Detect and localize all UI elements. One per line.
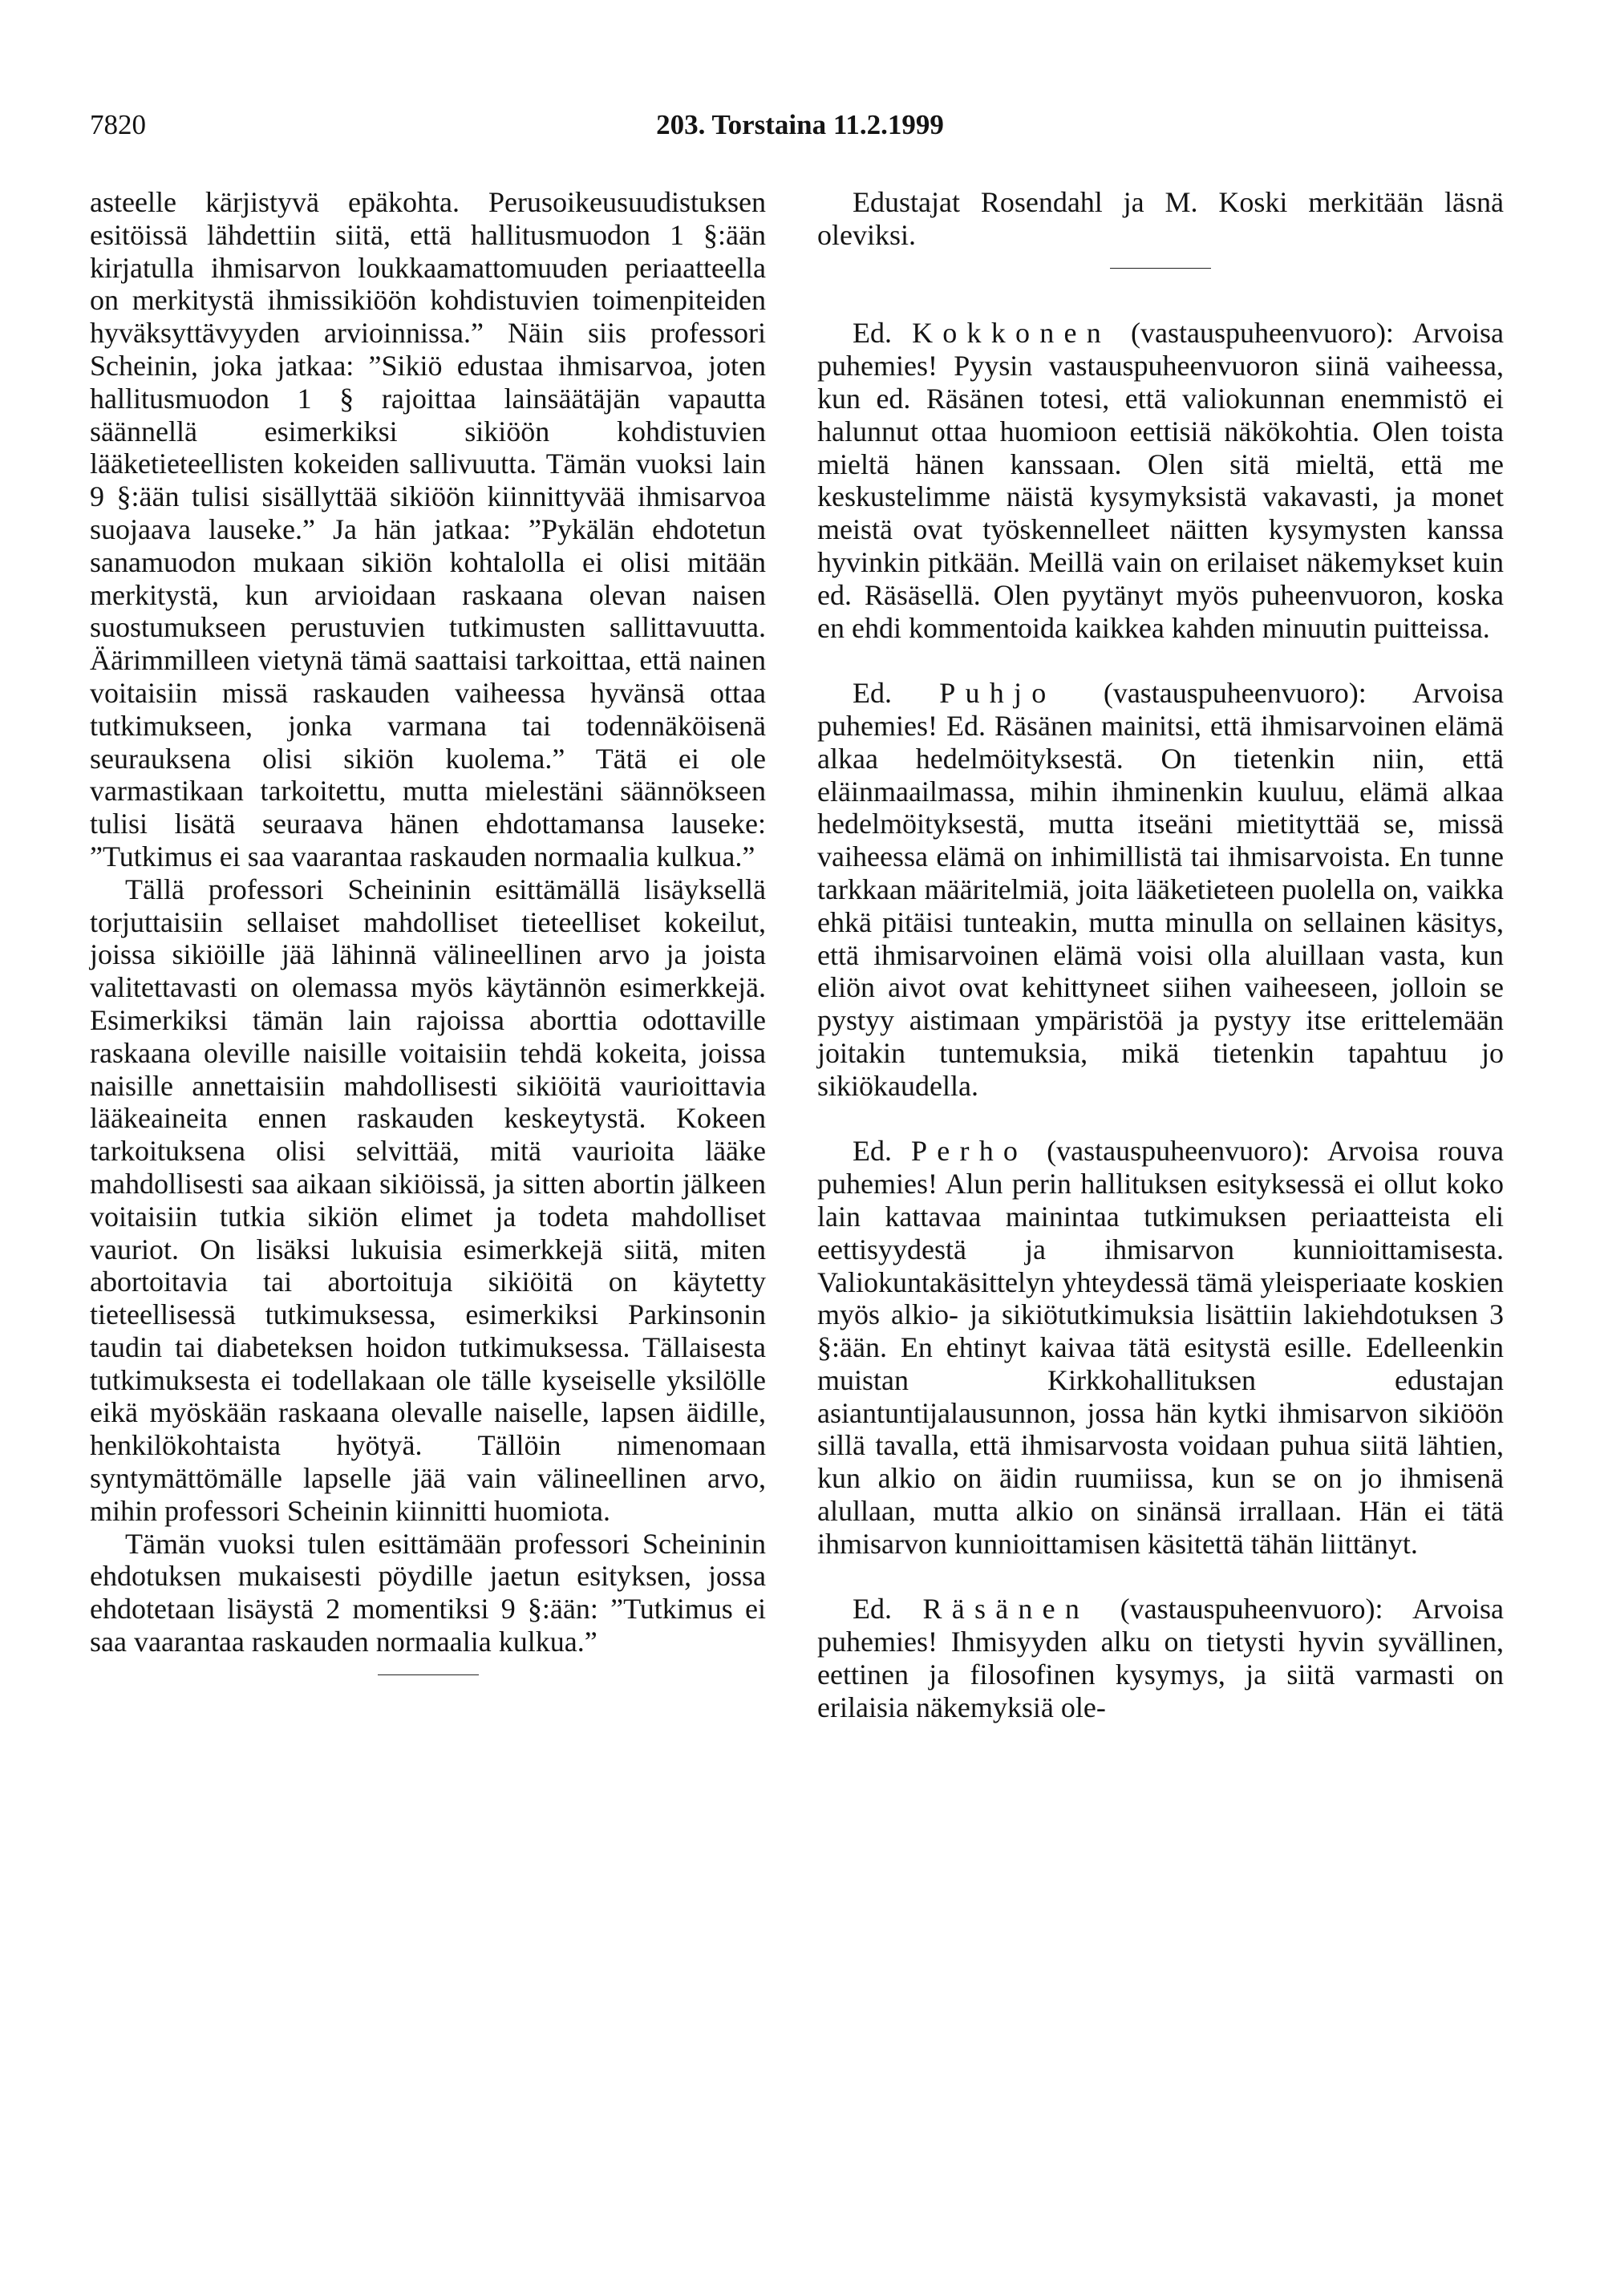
paragraph: Tällä professori Scheininin esittämällä lisäyksellä torjuttaisiin sellaiset mahdolliset tieteelliset kokeilut, joissa sikiöille jää lähinnä välineellinen arvo ja joista valitettavasti on olemassa myös käytännön esimerkkejä. Esimerkiksi tämän lain rajoissa aborttia odottaville raskaana oleville naisille voitaisiin tehdä kokeita, joissa naisille annettaisiin mahdollisesti sikiöitä vaurioittavia lääkeaineita ennen raskauden keskeytystä. Kokeen tarkoituksena olisi selvittää, mitä vaurioita lääke mahdollisesti saa aikaan sikiöissä, ja sitten abortin jälkeen voitaisiin tutkia sikiön elimet ja todeta mahdolliset vauriot. On lisäksi lukuisia esimerkkejä siitä, miten abortoitavia tai abortoituja sikiöitä on käytetty tieteellisessä tutkimuksessa, esimerkiksi Parkinsonin taudin tai diabeteksen hoidon tutkimuksessa. Tällaisesta tutkimuksesta ei todellakaan ole tälle kyseiselle yksilölle eikä myöskään raskaana olevalle naiselle, lapsen äidille, henkilökohtaista hyötyä. Tällöin nimenomaan syntymättömälle lapselle jää vain välineellinen arvo, mihin professori Scheinin kiinnitti huomiota. — [90, 873, 766, 1527]
speech — [817, 317, 1504, 644]
paragraph: asteelle kärjistyvä epäkohta. Perusoikeusuudistuksen esitöissä lähdettiin siitä, että hallitusmuodon 1 §:ään kirjatulla ihmisarvon loukkaamattomuuden periaatteella on merkitystä ihmissikiöön kohdistuvien toimenpiteiden hyväksyttävyyden arvioinnissa.” Näin siis professori Scheinin, joka jatkaa: ”Sikiö edustaa ihmisarvoa, joten hallitusmuodon 1 § rajoittaa lainsäätäjän vapautta säännellä esimerkiksi sikiöön kohdistuvien lääketieteellisten kokeiden sallivuutta. Tämän vuoksi lain 9 §:ään tulisi sisällyttää sikiöön kiinnittyvää ihmisarvoa suojaava lauseke.” Ja hän jatkaa: ”Pykälän ehdotetun sanamuodon mukaan sikiön kohtalolla ei olisi mitään merkitystä, kun arvioidaan raskaana olevan naisen suostumukseen perustuvien tutkimusten sallittavuutta. Äärimmilleen vietynä tämä saattaisi tarkoittaa, että nainen voitaisiin missä raskauden vaiheessa hyvänsä ottaa tutkimukseen, jonka varmana tai todennäköisenä seurauksena olisi sikiön kuolema.” Tätä ei ole varmastikaan tarkoitettu, mutta mielestäni säännökseen tulisi lisätä seuraava hänen ehdottamansa lauseke: ”Tutkimus ei saa vaarantaa raskauden normaalia kulkua.” — [90, 186, 766, 873]
speech-type: (vastauspuheenvuoro): — [1047, 1135, 1310, 1168]
speech-text: Arvoisa puhemies! Pyysin vastauspuheenvuoron siinä vaiheessa, kun ed. Räsänen totesi, että valiokunnan enemmistö ei halunnut ottaa huomioon eettisiä näkökohtia. Olen toista mieltä hänen kanssaan. Olen sitä mieltä, että me keskustelimme näistä kysymyksistä vakavasti, ja monet meistä ovat työskennelleet näitten kysymysten kanssa hyvinkin pitkään. Meillä vain on erilaiset näkemykset kuin ed. Räsäsellä. Olen pyytänyt myös puheenvuoron, koska en ehdi kommentoida kaikkea kahden minuutin puitteissa. — [817, 317, 1504, 644]
speaker-name: Kokkonen — [912, 317, 1111, 350]
right-column — [817, 186, 1504, 1724]
speech-type: (vastauspuheenvuoro): — [1131, 317, 1394, 350]
speech — [817, 1135, 1504, 1560]
left-column — [90, 186, 766, 1691]
speech-text: Arvoisa rouva puhemies! Alun perin hallituksen esityksessä ei ollut koko lain kattavaa mainintaa tutkimuksen periaatteista eli eettisyydestä ja ihmisarvon kunnioittamisesta. Valiokuntakäsittelyn yhteydessä tämä yleisperiaate koskien myös alkio- ja sikiötutkimuksia lisättiin lakiehdotuksen 3 §:ään. En ehtinyt kaivaa tätä esitystä esille. Edelleenkin muistan Kirkkohallituksen edustajan asiantuntijalausunnon, jossa hän kytki ihmisarvon sikiöön sillä tavalla, että ihmisarvosta voidaan puhua siitä lähtien, kun alkio on äidin ruumiissa, kun se on jo ihmisenä alullaan, mutta alkio on sinänsä irrallaan. Hän ei tätä ihmisarvon kunnioittamisen käsitettä tähän liittänyt. — [817, 1135, 1505, 1560]
speaker-title: Ed. — [853, 1135, 892, 1168]
speaker-title: Ed. — [853, 677, 892, 710]
attendance-note: Edustajat Rosendahl ja M. Koski merkitään läsnä oleviksi. — [817, 186, 1504, 251]
speaker-title: Ed. — [853, 317, 892, 350]
speech-type: (vastauspuheenvuoro): — [1120, 1593, 1383, 1626]
speaker-name: Perho — [910, 1135, 1028, 1168]
section-divider — [817, 252, 1504, 285]
speech-text: Arvoisa puhemies! Ed. Räsänen mainitsi, että ihmisarvoinen elämä alkaa hedelmöityksestä. On tietenkin niin, että eläinmaailmassa, mihin ihminenkin kuuluu, elämä alkaa hedelmöityksestä, mutta itseäni mietityttää se, missä vaiheessa elämä on inhimillistä tai ihmisarvoista. En tunne tarkkaan määritelmiä, joita lääketieteen puolella on, vaikka ehkä pitäisi tunteakin, mutta minulla on sellainen käsitys, että ihmisarvoinen elämä voisi olla aluillaan vasta, kun eliön aivot ovat kehittyneet siihen vaiheeseen, jolloin se pystyy aistimaan ympäristöä ja pystyy itse erittelemään joitakin tuntemuksia, mikä tietenkin tapahtuu jo sikiökaudella. — [817, 677, 1505, 1102]
speaker-name: Räsänen — [922, 1593, 1090, 1626]
page-number: 7820 — [90, 109, 146, 140]
speaker-name: Puhjo — [939, 677, 1056, 710]
speech — [817, 1593, 1504, 1723]
section-divider — [90, 1658, 766, 1691]
speech-text: Arvoisa puhemies! Ihmisyyden alku on tietysti hyvin syvällinen, eettinen ja filosofinen kysymys, ja siitä varmasti on erilaisia näkemyksiä ole- — [817, 1593, 1504, 1723]
speech-type: (vastauspuheenvuoro): — [1103, 677, 1367, 710]
speech — [817, 677, 1504, 1102]
paragraph: Tämän vuoksi tulen esittämään professori Scheininin ehdotuksen mukaisesti pöydille jaetun esityksen, jossa ehdotetaan lisäystä 2 momentiksi 9 §:ään: ”Tutkimus ei saa vaarantaa raskauden normaalia kulkua.” — [90, 1527, 766, 1658]
page-title: 203. Torstaina 11.2.1999 — [656, 109, 944, 140]
speaker-title: Ed. — [853, 1593, 892, 1626]
